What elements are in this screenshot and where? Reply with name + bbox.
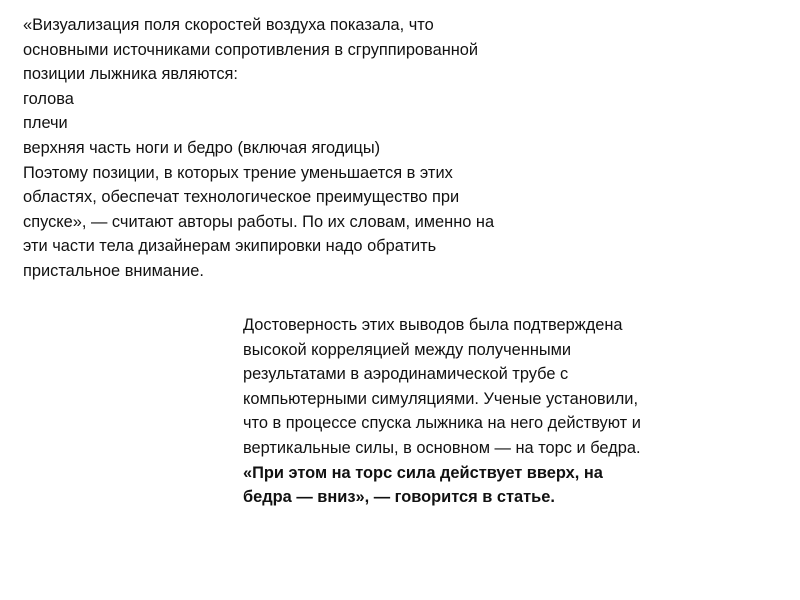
text-line: основными источниками сопротивления в сгруппированной bbox=[23, 40, 479, 59]
text-line: спуске», — считают авторы работы. По их словам, именно на bbox=[23, 212, 495, 231]
text-line: пристальное внимание. bbox=[23, 261, 204, 280]
text-line: компьютерными симуляциями. Ученые установили, bbox=[243, 389, 638, 408]
quote-paragraph bbox=[23, 13, 623, 284]
text-line: областях, обеспечат технологическое преимущество при bbox=[23, 188, 460, 207]
text-line: эти части тела дизайнерам экипировки надо обратить bbox=[23, 237, 437, 256]
text-line: что в процессе спуска лыжника на него действуют и bbox=[243, 414, 641, 433]
bold-quote-line: «При этом на торс сила действует вверх, на bbox=[243, 463, 603, 482]
text-line: результатами в аэродинамической трубе с bbox=[243, 365, 569, 384]
text-line: вертикальные силы, в основном — на торс и бедра. bbox=[243, 438, 641, 457]
text-line: «Визуализация поля скоростей воздуха показала, что bbox=[23, 16, 434, 34]
list-item-head: голова bbox=[23, 89, 74, 108]
text-line: Поэтому позиции, в которых трение уменьшается в этих bbox=[23, 163, 453, 182]
text-line: высокой корреляцией между полученными bbox=[243, 340, 572, 359]
list-item-upper-leg: верхняя часть ноги и бедро (включая ягодицы) bbox=[23, 138, 381, 157]
list-item-shoulders: плечи bbox=[23, 114, 68, 133]
bold-quote-line: бедра — вниз», — говорится в статье. bbox=[243, 488, 555, 507]
text-line: позиции лыжника являются: bbox=[23, 65, 238, 84]
conclusion-paragraph bbox=[243, 313, 783, 510]
text-line: Достоверность этих выводов была подтверждена bbox=[243, 316, 623, 334]
